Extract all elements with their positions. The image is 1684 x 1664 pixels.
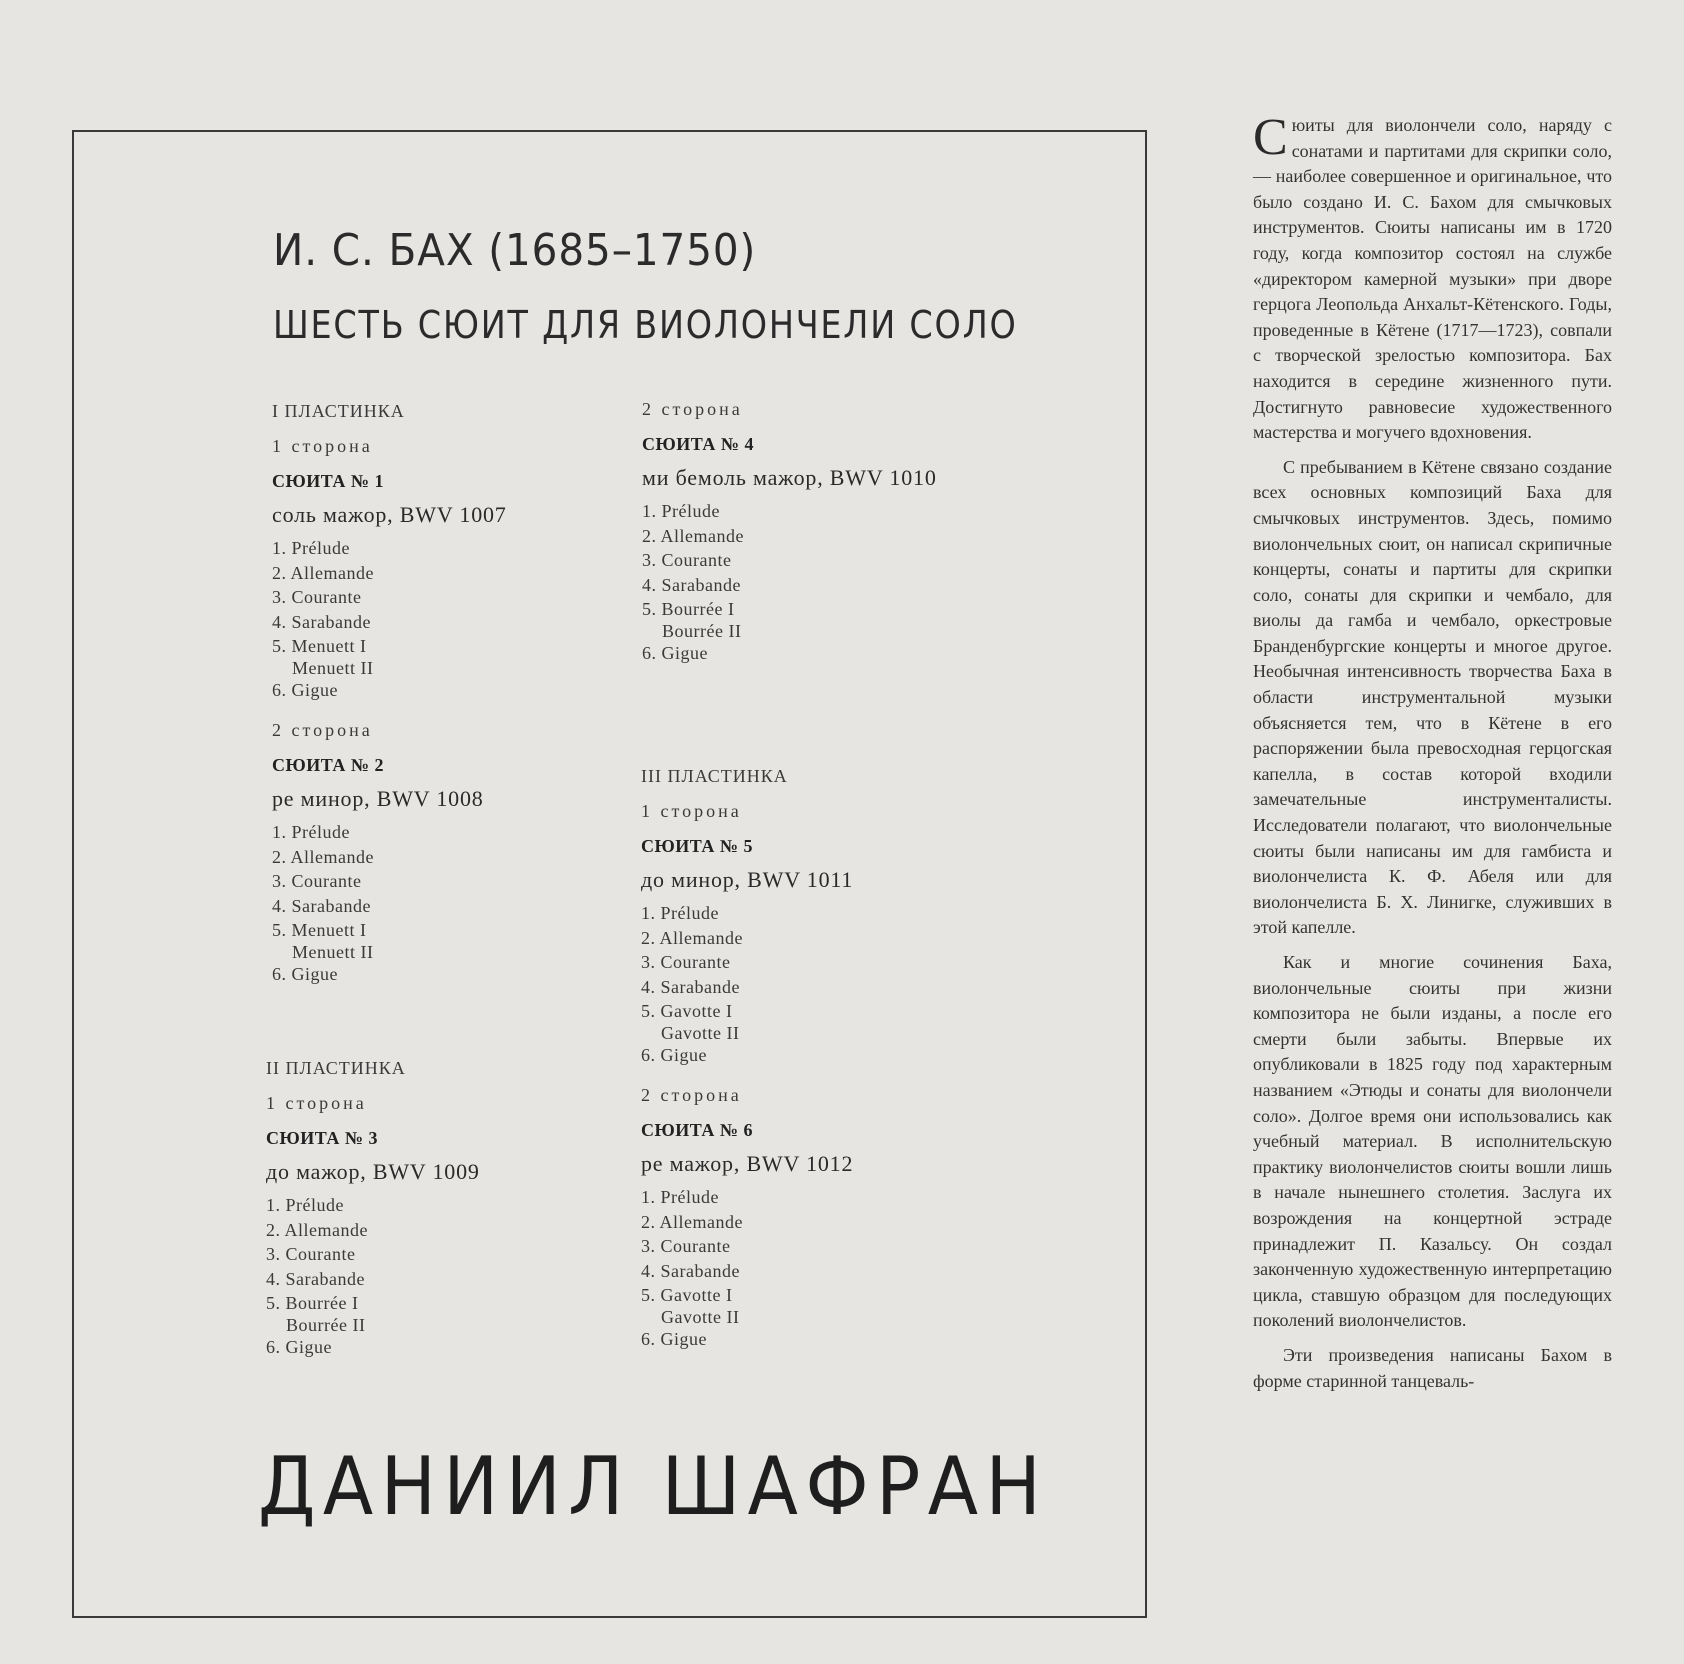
movement-item: 4. Sarabande xyxy=(272,611,371,632)
record-3-block xyxy=(641,766,853,1351)
work-title: ШЕСТЬ СЮИТ ДЛЯ ВИОЛОНЧЕЛИ СОЛО xyxy=(273,303,1018,347)
movement-item: Bourrée II xyxy=(642,620,742,641)
movement-item: 3. Courante xyxy=(272,871,362,891)
essay-paragraph: Эти произведения написаны Бахом в форме старинной танцеваль- xyxy=(1253,1344,1612,1391)
movement-item: 6. Gigue xyxy=(272,963,338,984)
movement-item: 1. Prélude xyxy=(641,1187,719,1207)
essay-paragraph: С пребыванием в Кётене связано создание всех основных композиций Баха для смычковых инструментов. Здесь, помимо виолончельных сюит, он написал скрипичные концерты, сонаты и партиты для скрипки соло, сонаты для скрипки и чембало, для виолы да гамба и чембало, оркестровые Бранденбургские концерты и многое другое. Необычная интенсивность творчества Баха в области инструментальной музыки объясняется тем, что в Кётене в его распоряжении была превосходная герцогская капелла, в состав которой входили замечательные инструменталисты. Исследователи полагают, что виолончельные сюиты были написаны им для гамбиста и виолончелиста К. Ф. Абеля или для виолончелиста Б. Х. Линигке, служивших в этой капелле. xyxy=(1253,456,1612,938)
movement-item: 5. Bourrée I xyxy=(266,1293,359,1313)
suite-title: СЮИТА № 1 xyxy=(272,471,384,491)
composer-title: И. С. БАХ (1685–1750) xyxy=(273,225,757,276)
movement-item: 3. Courante xyxy=(266,1244,356,1264)
movement-item: 5. Bourrée I xyxy=(642,599,735,619)
side-label: 1 сторона xyxy=(641,801,742,821)
movement-item: 5. Menuett I xyxy=(272,636,367,656)
drop-cap: С xyxy=(1253,109,1288,166)
suite-key: ре минор, BWV 1008 xyxy=(272,786,484,811)
movement-item: 1. Prélude xyxy=(272,822,350,842)
suite-key: ми бемоль мажор, BWV 1010 xyxy=(642,465,937,490)
movement-item: 4. Sarabande xyxy=(266,1268,365,1289)
movement-list xyxy=(642,499,937,665)
record-1-block xyxy=(272,401,507,986)
movement-item: 6. Gigue xyxy=(272,679,338,700)
movement-list xyxy=(266,1193,480,1359)
movement-item: 5. Menuett I xyxy=(272,920,367,940)
performer-name: ДАНИИЛ ШАФРАН xyxy=(258,1440,1049,1533)
record-label: III ПЛАСТИНКА xyxy=(641,766,788,786)
suite-title: СЮИТА № 6 xyxy=(641,1120,753,1140)
record-2-side-2-block xyxy=(642,399,937,665)
movement-item: 1. Prélude xyxy=(266,1195,344,1215)
suite-title: СЮИТА № 4 xyxy=(642,434,754,454)
movement-item: Gavotte II xyxy=(641,1306,740,1327)
record-label: II ПЛАСТИНКА xyxy=(266,1058,406,1078)
movement-item: 2. Allemande xyxy=(266,1219,368,1240)
movement-item: 3. Courante xyxy=(641,1236,731,1256)
movement-item: 6. Gigue xyxy=(266,1336,332,1357)
side-label: 2 сторона xyxy=(642,399,743,419)
movement-item: 6. Gigue xyxy=(641,1044,707,1065)
movement-item: 3. Courante xyxy=(272,587,362,607)
side-label: 1 сторона xyxy=(266,1093,367,1113)
movement-list xyxy=(272,820,507,986)
liner-notes xyxy=(1253,109,1612,1403)
movement-item: 3. Courante xyxy=(641,952,731,972)
record-2-block xyxy=(266,1058,480,1359)
suite-key: до мажор, BWV 1009 xyxy=(266,1159,480,1184)
movement-item: Gavotte II xyxy=(641,1022,740,1043)
movement-list xyxy=(272,536,507,702)
movement-item: 6. Gigue xyxy=(642,642,708,663)
movement-item: 2. Allemande xyxy=(642,525,744,546)
movement-item: 4. Sarabande xyxy=(642,574,741,595)
suite-title: СЮИТА № 5 xyxy=(641,836,753,856)
movement-item: Menuett II xyxy=(272,657,374,678)
suite-key: соль мажор, BWV 1007 xyxy=(272,502,507,527)
movement-item: 1. Prélude xyxy=(272,538,350,558)
movement-list xyxy=(641,901,853,1067)
side-label: 2 сторона xyxy=(272,720,373,740)
essay-paragraph: Как и многие сочинения Баха, виолончельные сюиты при жизни композитора не были изданы, а после его смерти были забыты. Впервые их опубликовали в 1825 году под характерным названием «Этюды и сонаты для виолончели соло». Долгое время они использовались как учебный материал. В исполнительскую практику виолончелистов сюиты вошли лишь в начале нынешнего столетия. Заслуга их возрождения на концертной эстраде принадлежит П. Казальсу. Он создал законченную художественную интерпретацию цикла, ставшую образцом для последующих поколений виолончелистов. xyxy=(1253,952,1612,1331)
essay-paragraph: Сюиты для виолончели соло, наряду с сонатами и партитами для скрипки соло, — наиболее совершенное и оригинальное, что было создано И. С. Бахом для смычковых инструментов. Сюиты написаны им в 1720 году, когда композитор состоял на службе «директором камерной музыки» при дворе герцога Леопольда Анхальт-Кётенского. Годы, проведенные в Кётене (1717—1723), совпали с творческой зрелостью композитора. Бах находится в середине жизненного пути. Достигнуто равновесие художественного мастерства и могучего вдохновения. xyxy=(1253,109,1612,443)
movement-item: 5. Gavotte I xyxy=(641,1285,733,1305)
movement-item: Bourrée II xyxy=(266,1314,366,1335)
movement-item: 4. Sarabande xyxy=(641,1260,740,1281)
movement-item: Menuett II xyxy=(272,941,374,962)
suite-key: ре мажор, BWV 1012 xyxy=(641,1151,854,1176)
movement-item: 4. Sarabande xyxy=(641,976,740,997)
movement-item: 1. Prélude xyxy=(641,903,719,923)
movement-item: 5. Gavotte I xyxy=(641,1001,733,1021)
cover-frame xyxy=(72,130,1147,1618)
suite-title: СЮИТА № 3 xyxy=(266,1128,378,1148)
movement-item: 6. Gigue xyxy=(641,1328,707,1349)
movement-item: 4. Sarabande xyxy=(272,895,371,916)
suite-key: до минор, BWV 1011 xyxy=(641,867,854,892)
record-label: I ПЛАСТИНКА xyxy=(272,401,405,421)
side-label: 1 сторона xyxy=(272,436,373,456)
movement-item: 1. Prélude xyxy=(642,501,720,521)
movement-item: 2. Allemande xyxy=(272,846,374,867)
movement-list xyxy=(641,1185,853,1351)
suite-title: СЮИТА № 2 xyxy=(272,755,384,775)
movement-item: 2. Allemande xyxy=(641,1211,743,1232)
movement-item: 2. Allemande xyxy=(641,927,743,948)
side-label: 2 сторона xyxy=(641,1085,742,1105)
movement-item: 2. Allemande xyxy=(272,562,374,583)
movement-item: 3. Courante xyxy=(642,550,732,570)
